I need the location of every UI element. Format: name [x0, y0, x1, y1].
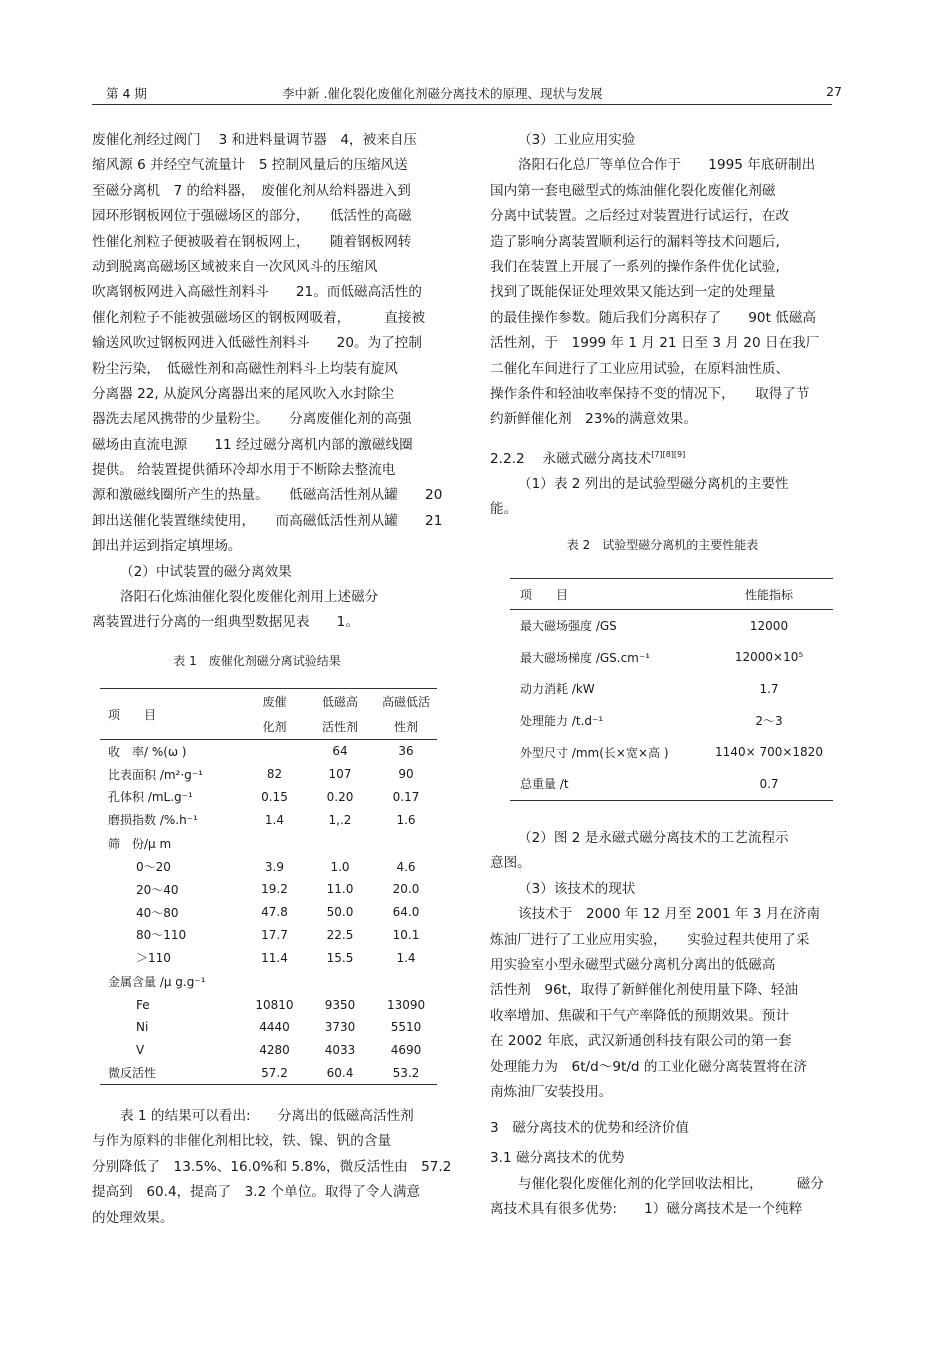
table1-row — [100, 763, 437, 786]
table1-cell: 0.20 — [326, 789, 354, 804]
table1-cell: 80～110 — [136, 928, 187, 943]
table2-cell: 最大磁场强度 /GS — [520, 619, 617, 634]
text-line: 的最佳操作参数。随后我们分离积存了 90t 低磁高 — [490, 309, 817, 326]
table1-cell: 1.0 — [330, 859, 350, 874]
text-line: 提供。 给装置提供循环冷却水用于不断除去整流电 — [92, 462, 396, 479]
table2-header-cell: 性能指标 — [744, 587, 793, 602]
text-line: 国内第一套电磁型式的炼油催化裂化废催化剂磁 — [490, 182, 776, 199]
right-paragraph-4 — [490, 1172, 860, 1223]
table1-header-cell: 低磁高 — [322, 695, 359, 709]
text-line: （1）表 2 列出的是试验型磁分离机的主要性 — [518, 475, 789, 492]
text-line: 离装置进行分离的一组典型数据见表 1。 — [92, 614, 359, 631]
table1-cell: 5510 — [390, 1020, 422, 1035]
text-line: 卸出并运到指定填埋场。 — [92, 538, 242, 555]
text-line: 收率增加、焦碳和干气产率降低的预期效果。预计 — [490, 1007, 790, 1024]
text-line: 南炼油厂安装投用。 — [490, 1083, 613, 1100]
table1-row — [100, 924, 437, 947]
table-1 — [100, 688, 437, 1085]
table1-row — [100, 855, 437, 878]
table1-row — [100, 831, 437, 855]
table1-cell: 20～40 — [136, 882, 179, 897]
text-line: （2）图 2 是永磁式磁分离技术的工艺流程示 — [518, 830, 789, 846]
table1-header-cell: 高磁低活 — [382, 695, 431, 709]
table1-cell: 1,.2 — [328, 812, 352, 827]
table2-row — [510, 642, 833, 674]
subsection-industrial: （3）工业应用实验 — [518, 132, 636, 148]
table1-row — [100, 786, 437, 809]
table1-cell: ＞110 — [136, 951, 171, 966]
text-line: 找到了既能保证处理效果又能达到一定的处理量 — [490, 284, 776, 301]
table1-cell: 3.9 — [264, 859, 285, 874]
table1-cell: 53.2 — [392, 1065, 420, 1080]
text-line: 性催化剂粒子便被吸着在钢板网上， 随着钢板网转 — [92, 233, 412, 250]
table2-cell: 12000×10⁵ — [734, 650, 804, 665]
text-line: 处理能力为 6t/d～9t/d 的工业化磁分离装置将在济 — [490, 1058, 807, 1075]
section-2-2-2: 2.2.2 永磁式磁分离技术[7][8][9] — [490, 449, 686, 467]
left-column-bottom — [92, 1104, 472, 1231]
table1-cell: 15.5 — [326, 950, 354, 965]
table1-cell: Fe — [136, 997, 150, 1012]
text-line: 与催化裂化废催化剂的化学回收法相比， 磁分 — [518, 1175, 824, 1192]
table1-cell — [244, 740, 305, 763]
table1-cell: 11.0 — [326, 882, 354, 897]
table1-cell: 1.4 — [264, 812, 285, 827]
table1-cell: 57.2 — [261, 1065, 288, 1080]
right-paragraph-1 — [490, 153, 860, 432]
text-line: 提高到 60.4，提高了 3.2 个单位。取得了令人满意 — [92, 1184, 421, 1201]
table1-cell: 19.2 — [261, 882, 288, 897]
table1-cell: 13090 — [386, 997, 426, 1012]
left-paragraph-3 — [92, 1104, 472, 1231]
table2-row — [510, 768, 833, 800]
text-line: 分别降低了 13.5%、16.0%和 5.8%，微反活性由 57.2 — [92, 1158, 452, 1175]
text-line: 约新鲜催化剂 23%的满意效果。 — [490, 411, 697, 428]
table1-cell: 10810 — [255, 997, 294, 1012]
text-line: 源和激磁线圈所产生的热量。 低磁高活性剂从罐 20 — [92, 487, 443, 504]
text-line: 能。 — [490, 501, 518, 518]
text-line: 意图。 — [490, 855, 531, 872]
text-line: 粉尘污染， 低磁性剂和高磁性剂料斗上均装有旋风 — [92, 360, 398, 377]
table1-row — [100, 993, 437, 1016]
citation-ref: [7][8][9] — [651, 449, 686, 459]
table1-row — [100, 901, 437, 924]
table1-row — [100, 878, 437, 901]
table1-cell: 64 — [332, 744, 348, 759]
text-line: 的处理效果。 — [92, 1209, 174, 1226]
table2-cell: 1140× 700×1820 — [715, 745, 823, 760]
text-line: 动到脱离高磁场区域被来自一次风风斗的压缩风 — [92, 258, 378, 275]
table1-cell: 17.7 — [261, 927, 288, 942]
table1-cell: 11.4 — [261, 950, 288, 965]
table2-row — [510, 705, 833, 737]
table1-cell: 36 — [398, 744, 414, 759]
table1-cell — [305, 831, 375, 855]
text-line: 分离中试装置。之后经过对装置进行试运行，在改 — [490, 208, 790, 225]
table1-cell: 4440 — [259, 1020, 290, 1035]
table1-caption: 表 1 废催化剂磁分离试验结果 — [173, 653, 341, 668]
table1-cell: V — [136, 1043, 145, 1058]
text-line: 操作条件和轻油收率保持不变的情况下， 取得了节 — [490, 385, 810, 402]
text-line: 该技术于 2000 年 12 月至 2001 年 3 月在济南 — [518, 906, 821, 923]
table1-cell: 90 — [398, 767, 414, 782]
table1-row — [100, 1039, 437, 1062]
table1-cell: 孔体积 /mL.g⁻¹ — [108, 790, 193, 805]
table2-cell: 总重量 /t — [520, 777, 569, 792]
table1-cell: 47.8 — [261, 905, 288, 920]
subsection-pilot-effect: （2）中试装置的磁分离效果 — [120, 563, 292, 580]
text-line: 园环形钢板网位于强磁场区的部分， 低活性的高磁 — [92, 208, 412, 225]
table2-cell: 动力消耗 /kW — [520, 682, 595, 697]
text-line: 用实验室小型永磁型式磁分离机分离出的低磁高 — [490, 956, 776, 973]
text-line: 卸出送催化装置继续使用， 而高磁低活性剂从罐 21 — [92, 512, 443, 529]
text-line: 磁场由直流电源 11 经过磁分离机内部的激磁线圈 — [92, 436, 413, 453]
right-paragraph-2 — [490, 472, 860, 523]
table1-cell: 20.0 — [392, 882, 420, 897]
table1-row — [100, 740, 437, 763]
table1-cell: 9350 — [324, 997, 356, 1012]
text-line: 造了影响分离装置顺利运行的漏料等技术问题后, — [490, 233, 780, 250]
table1-cell — [244, 969, 305, 993]
text-line: 缩风源 6 并经空气流量计 5 控制风量后的压缩风送 — [92, 157, 408, 174]
text-line: 二催化车间进行了工业应用试验，在原料油性质、 — [490, 360, 790, 377]
table1-cell: 50.0 — [326, 905, 354, 920]
table1-cell: 0～20 — [136, 860, 171, 875]
table1-header-cell: 项 目 — [108, 707, 157, 722]
table2-row — [510, 673, 833, 705]
table2-header-row — [510, 579, 833, 610]
section-3: 3 磁分离技术的优势和经济价值 — [490, 1120, 689, 1137]
right-column — [490, 128, 860, 553]
table1-cell — [375, 831, 437, 855]
table1-cell: 磨损指数 /%.h⁻¹ — [108, 813, 198, 828]
text-line: 活性剂，于 1999 年 1 月 21 日至 3 月 20 日在我厂 — [490, 335, 820, 352]
page-number: 27 — [826, 84, 842, 99]
text-line: 催化剂粒子不能被强磁场区的钢板网吸着， 直接被 — [92, 309, 426, 326]
table1-cell: 4690 — [390, 1043, 422, 1058]
running-title: 李中新 .催化裂化废催化剂磁分离技术的原理、现状与发展 — [282, 86, 603, 101]
table1-header-cell: 活性剂 — [322, 720, 359, 734]
table2-cell: 外型尺寸 /mm(长×宽×高 ) — [520, 745, 669, 760]
text-line: 洛阳石化总厂等单位合作于 1995 年底研制出 — [518, 157, 816, 174]
text-line: 表 1 的结果可以看出: 分离出的低磁高活性剂 — [120, 1108, 414, 1124]
table1-cell: 40～80 — [136, 905, 179, 920]
table2-cell: 12000 — [749, 618, 789, 633]
table1-header-cell: 性剂 — [394, 720, 419, 734]
table1-header-cell: 废催 — [262, 695, 287, 709]
table1-header-row — [100, 689, 437, 715]
text-line: （3）该技术的现状 — [518, 880, 636, 897]
table1-cell: 60.4 — [326, 1065, 354, 1080]
table1-cell: 微反活性 — [108, 1066, 157, 1081]
table2-cell: 2～3 — [755, 714, 783, 729]
table1-row — [100, 1016, 437, 1039]
table1-cell: 筛 份/μ m — [108, 836, 172, 851]
table1-cell: 0.15 — [261, 789, 288, 804]
left-column — [92, 128, 472, 669]
table1-row — [100, 808, 437, 831]
table2-cell: 处理能力 /t.d⁻¹ — [520, 714, 604, 729]
text-line: 活性剂 96t，取得了新鲜催化剂使用量下降、轻油 — [490, 982, 799, 999]
table1-cell: 收 率/ %(ω ) — [108, 744, 187, 759]
table2-row — [510, 736, 833, 768]
text-line: 洛阳石化炼油催化裂化废催化剂用上述磁分 — [120, 589, 379, 606]
table1-row — [100, 969, 437, 993]
table2-header-cell: 项 目 — [520, 587, 569, 602]
table1-row — [100, 1062, 437, 1085]
table1-cell: 3730 — [324, 1020, 356, 1035]
table1-cell: 4033 — [324, 1043, 356, 1058]
header-rule — [92, 104, 832, 105]
left-paragraph-2 — [92, 585, 472, 636]
table1-cell: 4.6 — [396, 859, 416, 874]
table1-cell: 比表面积 /m²·g⁻¹ — [108, 767, 203, 782]
table1-cell: Ni — [136, 1020, 149, 1035]
left-paragraph-1 — [92, 128, 472, 560]
text-line: 器洗去尾风携带的少量粉尘。 分离废催化剂的高强 — [92, 411, 412, 428]
table1-cell: 82 — [266, 767, 283, 782]
text-line: 与作为原料的非催化剂相比较，铁、镍、钒的含量 — [92, 1133, 392, 1150]
table1-cell: 22.5 — [326, 927, 354, 942]
table1-cell: 107 — [328, 767, 352, 782]
table1-cell: 1.6 — [396, 812, 416, 827]
table-2 — [510, 578, 833, 801]
table2-cell: 1.7 — [759, 681, 779, 696]
text-line: 废催化剂经过阀门 3 和进料量调节器 4，被来自压 — [92, 132, 418, 148]
table2-cell: 最大磁场梯度 /GS.cm⁻¹ — [520, 650, 651, 665]
text-line: 分离器 22, 从旋风分离器出来的尾风吹入水封除尘 — [92, 385, 395, 402]
right-paragraph-3 — [490, 826, 860, 1105]
text-line: 我们在装置上开展了一系列的操作条件优化试验, — [490, 258, 780, 275]
text-line: 炼油厂进行了工业应用实验， 实验过程共使用了采 — [490, 931, 810, 948]
table1-cell: 1.4 — [396, 950, 416, 965]
table1-row — [100, 946, 437, 969]
table1-cell — [375, 969, 437, 993]
table1-cell — [305, 969, 375, 993]
table1-cell: 4280 — [259, 1043, 290, 1058]
table2-cell: 0.7 — [759, 776, 779, 791]
text-line: 输送风吹过钢板网进入低磁性剂料斗 20。为了控制 — [92, 335, 422, 352]
table1-cell: 10.1 — [392, 927, 420, 942]
issue-number: 第 4 期 — [106, 86, 147, 101]
table1-cell: 0.17 — [392, 789, 420, 804]
table1-cell — [244, 831, 305, 855]
table2-caption: 表 2 试验型磁分离机的主要性能表 — [566, 538, 759, 553]
section-3-1: 3.1 磁分离技术的优势 — [490, 1150, 625, 1167]
text-line: 离技术具有很多优势: 1）磁分离技术是一个纯粹 — [490, 1201, 803, 1218]
running-header — [92, 84, 842, 108]
table1-cell: 64.0 — [392, 905, 420, 920]
table2-row — [510, 610, 833, 642]
text-line: 吹离钢板网进入高磁性剂料斗 21。而低磁高活性的 — [92, 284, 422, 301]
text-line: 在 2002 年底，武汉新通创科技有限公司的第一套 — [490, 1033, 792, 1050]
text-line: 至磁分离机 7 的给料器， 废催化剂从给料器进入到 — [92, 182, 411, 199]
table1-header-cell: 化剂 — [262, 720, 287, 734]
right-column-bottom — [490, 826, 860, 1222]
table1-cell: 金属含量 /μ g.g⁻¹ — [108, 974, 206, 989]
